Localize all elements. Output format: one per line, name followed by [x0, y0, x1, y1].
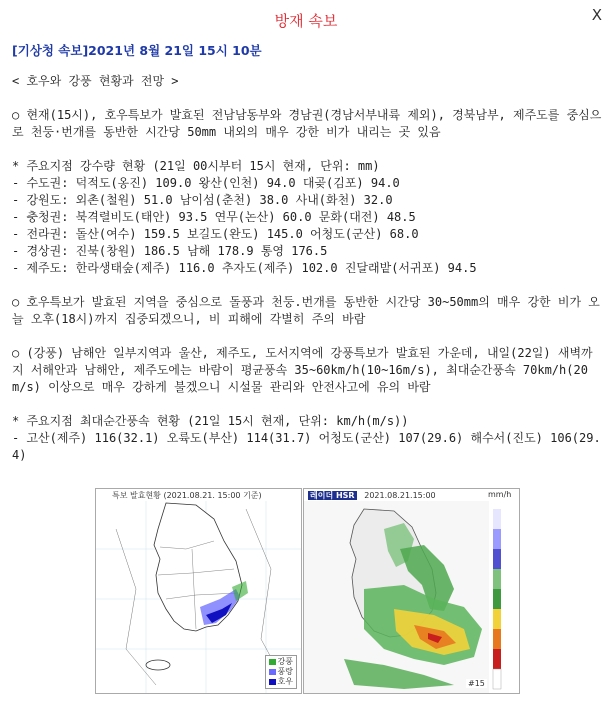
legend-label-wave: 풍랑 [277, 667, 293, 676]
radar-graphic [304, 489, 519, 693]
legend-swatch-rain [269, 679, 276, 685]
status-paragraph: ○ 현재(15시), 호우특보가 발효된 전남남동부와 경남권(경남서부내륙 제외), 경북남부, 제주도를 중심으로 천둥·번개를 동반한 시간당 50mm 내외의 매우 강한 비가 내리는 곳 있음 [12, 108, 602, 139]
radar-frame-number: #15 [468, 679, 485, 688]
radar-unit: mm/h [488, 490, 512, 499]
radar-label [308, 490, 436, 501]
legend-swatch-wind [269, 659, 276, 665]
section-title: < 호우와 강풍 현황과 전망 > [12, 74, 179, 88]
legend-swatch-wave [269, 669, 276, 675]
radar-tag: 레이더 HSR [310, 491, 355, 500]
radar-time: 2021.08.21.15:00 [364, 491, 436, 500]
bulletin-headline: [기상청 속보]2021년 8월 21일 15시 10분 [12, 43, 262, 58]
bulletin-content [12, 42, 602, 464]
warning-map-label: 특보 발효현황 (2021.08.21. 15:00 기준) [112, 491, 262, 500]
warning-map [95, 488, 302, 694]
legend-label-wind: 강풍 [277, 657, 293, 666]
wind-header: * 주요지점 최대순간풍속 현황 (21일 15시 현재, 단위: km/h(m/s)) [12, 414, 409, 428]
window-title: 방재 속보 [274, 12, 338, 30]
warning-legend [265, 655, 297, 689]
radar-image [303, 488, 520, 694]
rain-row: - 충청권: 북격렬비도(태안) 93.5 연무(논산) 60.0 문화(대전) 48.5 [12, 210, 416, 224]
rain-header: * 주요지점 강수량 현황 (21일 00시부터 15시 현재, 단위: mm) [12, 159, 380, 173]
wind-forecast-paragraph: ○ (강풍) 남해안 일부지역과 울산, 제주도, 도서지역에 강풍특보가 발효된 가운데, 내일(22일) 새벽까지 서해안과 남해안, 제주도에는 바람이 평균풍속 35~60km/h(10~16m/s), 최대순간풍속 70km/h(20m/s) 이상으로 매우 강하게 불겠으니 시설물 관리와 안전사고에 유의 바람 [12, 346, 593, 394]
rain-row: - 경상권: 진북(창원) 186.5 남해 178.9 통영 176.5 [12, 244, 328, 258]
rain-row: - 제주도: 한라생태숲(제주) 116.0 추자도(제주) 102.0 진달래밭(서귀포) 94.5 [12, 261, 477, 275]
rain-row: - 전라권: 돌산(여수) 159.5 보길도(완도) 145.0 어청도(군산) 68.0 [12, 227, 419, 241]
rain-row: - 수도권: 덕적도(옹진) 109.0 왕산(인천) 94.0 대곶(김포) 94.0 [12, 176, 400, 190]
rain-row: - 강원도: 외촌(철원) 51.0 남이섬(춘천) 38.0 사내(화천) 32.0 [12, 193, 393, 207]
close-button[interactable]: X [591, 6, 602, 24]
rain-forecast-paragraph: ○ 호우특보가 발효된 지역을 중심으로 돌풍과 천둥.번개를 동반한 시간당 30~50mm의 매우 강한 비가 오늘 오후(18시)까지 집중되겠으니, 비 피해에 각별히 주의 바람 [12, 295, 600, 326]
weather-figures [95, 488, 520, 693]
legend-label-rain: 호우 [277, 677, 293, 686]
wind-row: - 고산(제주) 116(32.1) 오륙도(부산) 114(31.7) 어청도(군산) 107(29.6) 해수서(진도) 106(29.4) [12, 431, 601, 462]
